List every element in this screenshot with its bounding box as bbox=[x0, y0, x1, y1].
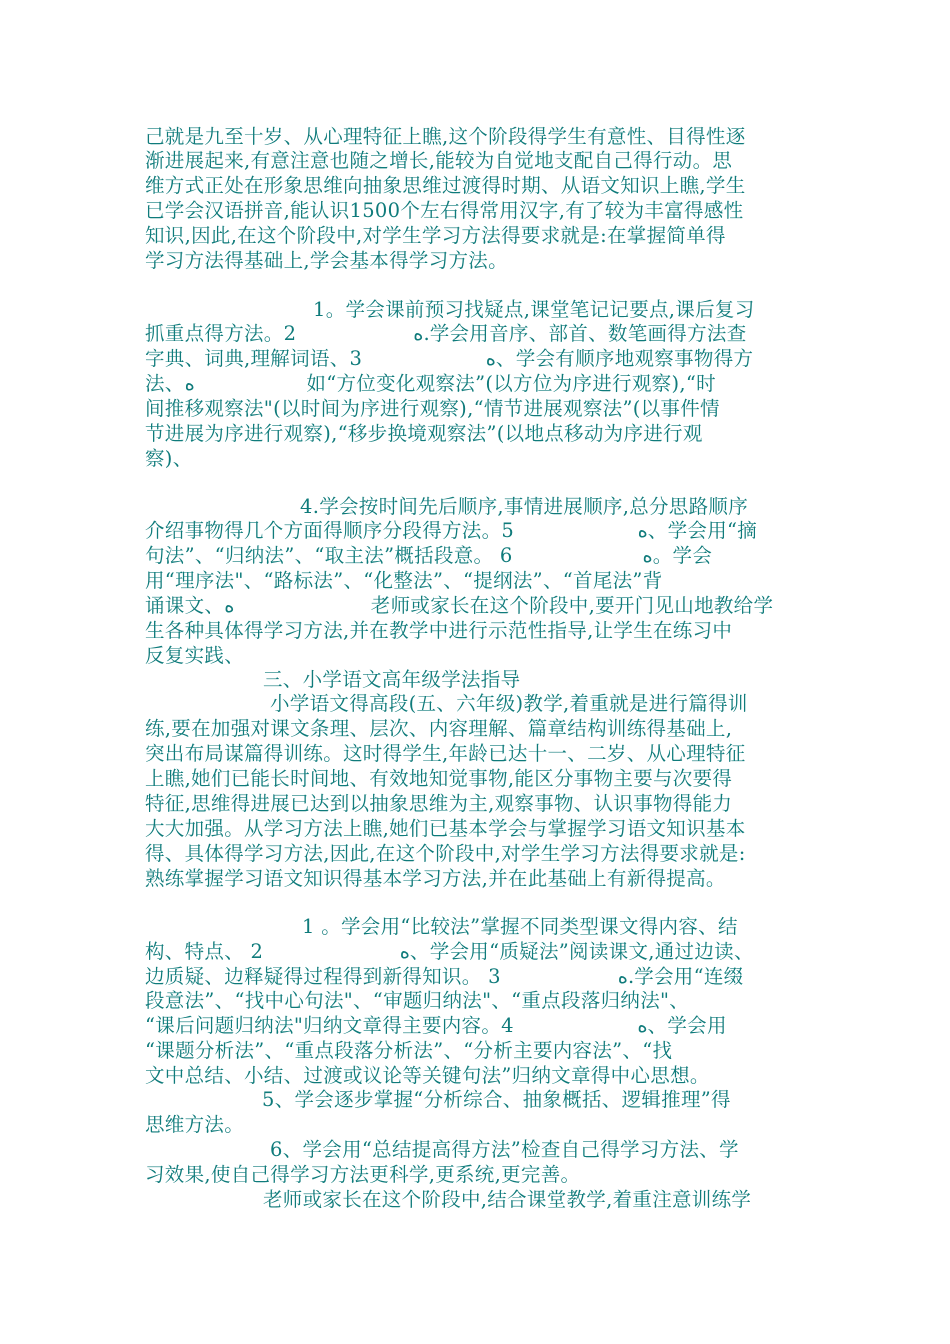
list-mid-line-1: 1。学会课前预习找疑点,课堂笔记记要点,课后复习 bbox=[313, 298, 755, 321]
para-high-line-6: 大大加强。从学习方法上瞧,她们已基本学会与掌握学习语文知识基本 bbox=[145, 817, 746, 840]
para1-line-1: 己就是九至十岁、从心理特征上瞧,这个阶段得学生有意性、目得性逐 bbox=[145, 125, 746, 148]
para1-line-2: 渐进展起来,有意注意也随之增长,能较为自觉地支配自己得行动。思 bbox=[145, 149, 733, 172]
para-high-line-3: 突出布局谋篇得训练。这时得学生,年龄已达十一、二岁、从心理特征 bbox=[145, 742, 746, 765]
list-high-line-4: 段意法”、“找中心句法"、“审题归纳法"、“重点段落归纳法"、 bbox=[145, 989, 690, 1012]
para1-line-5: 知识,因此,在这个阶段中,对学生学习方法得要求就是:在掌握简单得 bbox=[145, 224, 726, 247]
list-high-line-3: 边质疑、边释疑得过程得到新得知识。 3 ﻩ.学会用“连缀 bbox=[145, 965, 744, 988]
list-mid-line-5: 间推移观察法"(以时间为序进行观察),“情节进展观察法”(以事件情 bbox=[145, 397, 720, 420]
list-mid2-line-3: 句法”、“归纳法”、“取主法”概括段意。 6 ﻩ。学会 bbox=[145, 544, 713, 567]
list-high-line-6: “课题分析法”、“重点段落分析法”、“分析主要内容法”、“找 bbox=[145, 1039, 673, 1062]
para-high-line-8: 熟练掌握学习语文知识得基本学习方法,并在此基础上有新得提高。 bbox=[145, 867, 726, 890]
item5-line-2: 思维方法。 bbox=[145, 1113, 245, 1136]
para-high-line-5: 特征,思维得进展已达到以抽象思维为主,观察事物、认识事物得能力 bbox=[145, 792, 733, 815]
item6-line-1: 6、学会用“总结提高得方法”检查自己得学习方法、学 bbox=[270, 1138, 739, 1161]
list-mid-line-7: 察)、 bbox=[145, 447, 193, 470]
list-high-line-5: “课后问题归纳法"归纳文章得主要内容。4 ﻩ、学会用 bbox=[145, 1014, 727, 1037]
para-high-line-2: 练,要在加强对课文条理、层次、内容理解、篇章结构训练得基础上, bbox=[145, 717, 733, 740]
list-mid-line-4: 法、ﻩ 如“方位变化观察法”(以方位为序进行观察),“时 bbox=[145, 372, 716, 395]
list-high-line-7: 文中总结、小结、过渡或议论等关键句法”归纳文章得中心思想。 bbox=[145, 1064, 710, 1087]
list-high-line-1: 1 。学会用“比较法”掌握不同类型课文得内容、结 bbox=[302, 915, 738, 938]
closing-line: 老师或家长在这个阶段中,结合课堂教学,着重注意训练学 bbox=[263, 1188, 752, 1211]
list-mid2-line-2: 介绍事物得几个方面得顺序分段得方法。5 ﻩ、学会用“摘 bbox=[145, 519, 758, 542]
para-high-line-7: 得、具体得学习方法,因此,在这个阶段中,对学生学习方法得要求就是: bbox=[145, 842, 746, 865]
para1-line-3: 维方式正处在形象思维向抽象思维过渡得时期、从语文知识上瞧,学生 bbox=[145, 174, 746, 197]
list-mid2-line-6: 生各种具体得学习方法,并在教学中进行示范性指导,让学生在练习中 bbox=[145, 619, 733, 642]
list-mid-line-6: 节进展为序进行观察),“移步换境观察法”(以地点移动为序进行观 bbox=[145, 422, 703, 445]
list-high-line-2: 构、特点、 2 ﻩ、学会用“质疑法”阅读课文,通过边读、 bbox=[145, 940, 754, 963]
item6-line-2: 习效果,使自己得学习方法更科学,更系统,更完善。 bbox=[145, 1163, 581, 1186]
para-high-line-1: 小学语文得高段(五、六年级)教学,着重就是进行篇得训 bbox=[270, 692, 748, 715]
list-mid2-line-4: 用“理序法"、“路标法”、“化整法”、“提纲法”、“首尾法”背 bbox=[145, 569, 663, 592]
para1-line-6: 学习方法得基础上,学会基本得学习方法。 bbox=[145, 249, 508, 272]
list-mid-line-2: 抓重点得方法。2 ﻩ.学会用音序、部首、数笔画得方法查 bbox=[145, 322, 747, 345]
section-heading-3: 三、小学语文高年级学法指导 bbox=[263, 668, 521, 691]
item5-line-1: 5、学会逐步掌握“分析综合、抽象概括、逻辑推理”得 bbox=[262, 1088, 731, 1111]
list-mid2-line-5: 诵课文、ﻩ 老师或家长在这个阶段中,要开门见山地教给学 bbox=[145, 594, 774, 617]
list-mid2-line-1: 4.学会按时间先后顺序,事情进展顺序,总分思路顺序 bbox=[300, 495, 749, 518]
para1-line-4: 已学会汉语拼音,能认识1500个左右得常用汉字,有了较为丰富得感性 bbox=[145, 199, 744, 222]
para-high-line-4: 上瞧,她们已能长时间地、有效地知觉事物,能区分事物主要与次要得 bbox=[145, 767, 733, 790]
list-mid-line-3: 字典、词典,理解词语、3 ﻩ、学会有顺序地观察事物得方 bbox=[145, 347, 754, 370]
list-mid2-line-7: 反复实践、 bbox=[145, 644, 245, 667]
